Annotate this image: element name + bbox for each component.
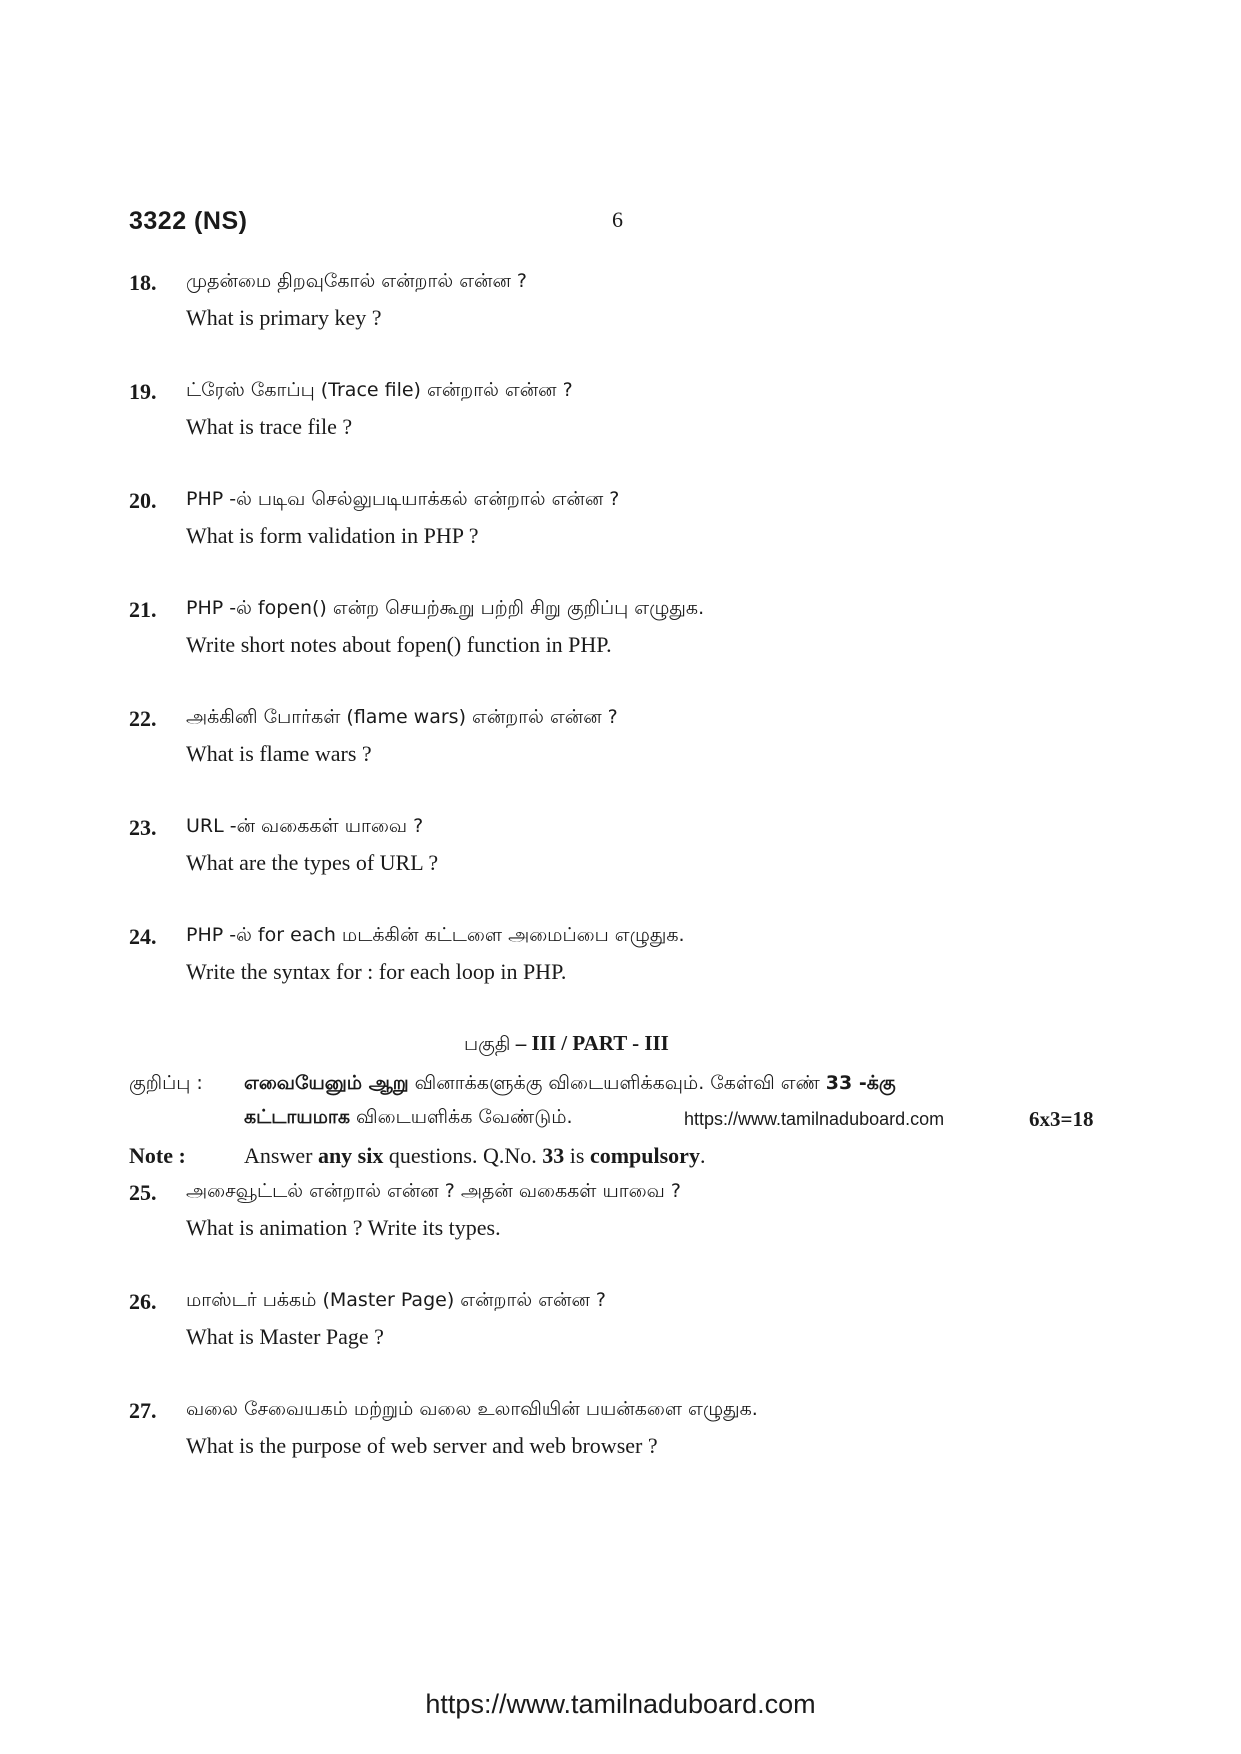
question-text-english: What is primary key ? [186,305,382,330]
question-text-english: What is animation ? Write its types. [186,1215,501,1240]
note-tamil-line-1 [244,1072,896,1097]
watermark-url-inline: https://www.tamilnaduboard.com [684,1109,945,1129]
question-number: 24. [129,924,157,949]
note-english [244,1143,705,1169]
question-number: 18. [129,270,157,295]
note-emphasis: any six [317,1143,384,1168]
question-text-tamil: முதன்மை திறவுகோல் என்றால் என்ன ? [186,270,527,292]
question-text-english: What is Master Page ? [186,1324,384,1349]
question-text-tamil: வலை சேவையகம் மற்றும் வலை உலாவியின் பயன்களை எழுதுக. [186,1398,758,1420]
question-text-tamil: ட்ரேஸ் கோப்பு (Trace file) என்றால் என்ன ? [186,379,573,401]
note-text: questions. Q.No. [383,1143,543,1168]
question-text-english: Write the syntax for : for each loop in PHP. [186,959,567,984]
question-number: 21. [129,597,157,622]
paper-code: 3322 (NS) [129,207,248,235]
question-text-tamil: URL -ன் வகைகள் யாவை ? [186,815,424,837]
page-number: 6 [612,207,623,232]
note-tamil-line-2 [244,1106,573,1131]
note-question-number: 33 -க்கு [825,1072,896,1094]
question-text-english: What is form validation in PHP ? [186,523,479,548]
question-text-tamil: PHP -ல் fopen() என்ற செயற்கூறு பற்றி சிறு குறிப்பு எழுதுக. [186,597,705,619]
note-label-tamil: குறிப்பு : [129,1072,203,1094]
question-text-english: What are the types of URL ? [186,850,439,875]
note-emphasis: compulsory [589,1143,700,1168]
note-text: Answer [244,1143,318,1168]
note-text: விடையளிக்க வேண்டும். [349,1106,573,1128]
note-emphasis: எவையேனும் ஆறு [244,1072,409,1094]
question-text-tamil: மாஸ்டர் பக்கம் (Master Page) என்றால் என்ன ? [186,1289,606,1311]
question-number: 27. [129,1398,157,1423]
note-emphasis: கட்டாயமாக [244,1106,350,1128]
question-number: 19. [129,379,157,404]
question-number: 26. [129,1289,157,1314]
note-question-number: 33 [542,1143,565,1168]
note-label-english: Note : [129,1143,186,1168]
footer-url: https://www.tamilnaduboard.com [425,1689,816,1719]
question-number: 20. [129,488,157,513]
question-number: 22. [129,706,157,731]
question-text-english: What is trace file ? [186,414,353,439]
question-text-tamil: PHP -ல் for each மடக்கின் கட்டளை அமைப்பை எழுதுக. [186,924,685,946]
marks-scheme: 6x3=18 [1029,1107,1094,1131]
question-text-tamil: அக்கினி போர்கள் (flame wars) என்றால் என்ன ? [186,706,618,728]
question-text-tamil: அசைவூட்டல் என்றால் என்ன ? அதன் வகைகள் யாவை ? [186,1180,681,1202]
part-title-tamil: பகுதி [464,1033,511,1055]
question-text-tamil: PHP -ல் படிவ செல்லுபடியாக்கல் என்றால் என்ன ? [186,488,620,510]
part-title-english: – III / PART - III [510,1031,669,1055]
question-number: 25. [129,1180,157,1205]
note-text: is [564,1143,590,1168]
question-number: 23. [129,815,157,840]
note-text: . [699,1143,706,1168]
note-text: வினாக்களுக்கு விடையளிக்கவும். கேள்வி எண் [408,1072,826,1094]
question-text-english: Write short notes about fopen() function in PHP. [186,632,612,657]
question-text-english: What is flame wars ? [186,741,372,766]
question-text-english: What is the purpose of web server and web browser ? [186,1433,658,1458]
part-title [464,1031,669,1058]
